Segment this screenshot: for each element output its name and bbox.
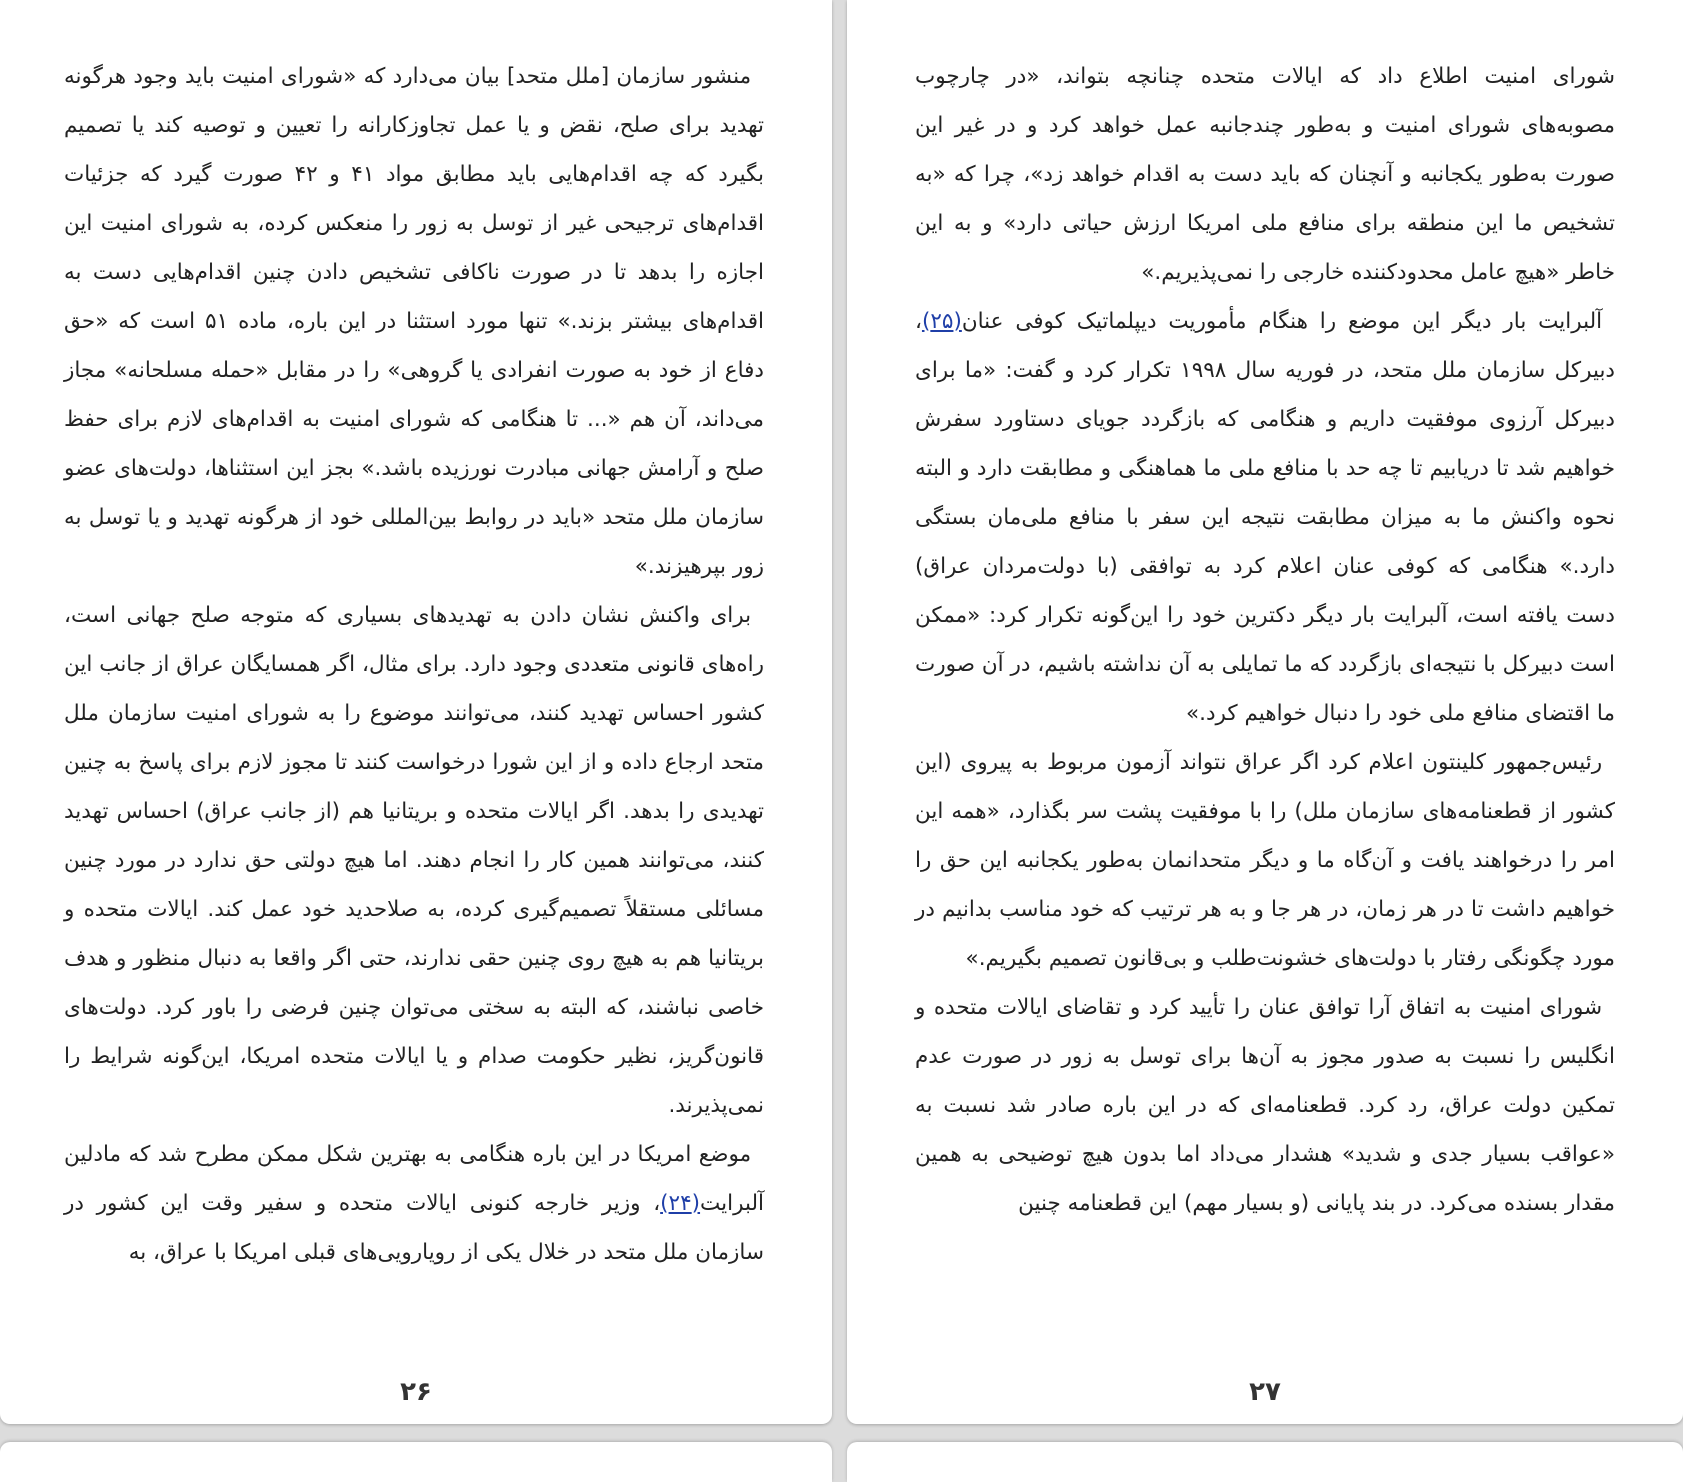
paragraph: شورای امنیت اطلاع داد که ایالات متحده چنانچه بتواند، «در چارچوب مصوبه‌های شورای امنیت و به‌طور چندجانبه عمل خواهد کرد و در غیر این صورت به‌طور یکجانبه و آنچنان که باید دست به اقدام خواهد زد»، چرا که «به تشخیص ما این منطقه برای منافع ملی امریکا ارزش حیاتی دارد» و به این خاطر «هیچ عامل محدودکننده خارجی را نمی‌پذیریم.»: [915, 64, 1615, 285]
right-page-body: [915, 52, 1615, 1228]
paragraph: آلبرایت بار دیگر این موضع را هنگام مأموریت دیپلماتیک کوفی عنان(۲۵)، دبیرکل سازمان ملل متحد، در فوریه سال ۱۹۹۸ تکرار کرد و گفت: «ما برای دبیرکل آرزوی موفقیت داریم و هنگامی که بازگردد جویای دستاورد سفرش خواهیم شد تا دریابیم تا چه حد با منافع ملی ما هماهنگی و مطابقت دارد و البته نحوه واکنش ما به میزان مطابقت نتیجه این سفر با منافع ملی‌مان بستگی دارد.» هنگامی که کوفی عنان اعلام کرد به توافقی (با دولت‌مردان عراق) دست یافته است، آلبرایت بار دیگر دکترین خود را این‌گونه تکرار کرد: «ممکن است دبیرکل با نتیجه‌ای بازگردد که ما تمایلی به آن نداشته باشیم، در آن صورت ما اقتضای منافع ملی خود را دنبال خواهیم کرد.»: [915, 309, 1615, 726]
paragraph: شورای امنیت به اتفاق آرا توافق عنان را تأیید کرد و تقاضای ایالات متحده و انگلیس را نسبت به صدور مجوز به آن‌ها برای توسل به زور در صورت عدم تمکین دولت عراق، رد کرد. قطعنامه‌ای که در این باره صادر شد نسبت به «عواقب بسیار جدی و شدید» هشدار می‌داد اما بدون هیچ توضیحی به همین مقدار بسنده می‌کرد. در بند پایانی (و بسیار مهم) این قطعنامه چنین: [915, 995, 1615, 1216]
left-page-body: [64, 52, 764, 1277]
footnote-link-25[interactable]: (۲۵): [921, 309, 962, 334]
right-page: [847, 0, 1683, 1424]
next-page-left-edge: [0, 1442, 832, 1482]
next-page-right-edge: [847, 1442, 1683, 1482]
paragraph: موضع امریکا در این باره هنگامی به بهترین شکل ممکن مطرح شد که مادلین آلبرایت(۲۴)، وزیر خارجه کنونی ایالات متحده و سفیر وقت این کشور در سازمان ملل متحد در خلال یکی از رویارویی‌های قبلی امریکا با عراق، به: [64, 1142, 764, 1265]
page-number: ۲۶: [400, 1377, 432, 1407]
left-page: [0, 0, 832, 1424]
paragraph: برای واکنش نشان دادن به تهدیدهای بسیاری که متوجه صلح جهانی است، راه‌های قانونی متعددی وجود دارد. برای مثال، اگر همسایگان عراق از جانب این کشور احساس تهدید کنند، می‌توانند موضوع را به شورای امنیت سازمان ملل متحد ارجاع داده و از این شورا درخواست کنند تا مجوز لازم برای پاسخ به چنین تهدیدی را بدهد. اگر ایالات متحده و بریتانیا هم (از جانب عراق) احساس تهدید کنند، می‌توانند همین کار را انجام دهند. اما هیچ دولتی حق ندارد در مورد چنین مسائلی مستقلاً تصمیم‌گیری کرده، به صلاحدید خود عمل کند. ایالات متحده و بریتانیا هم به هیچ روی چنین حقی ندارند، حتی اگر واقعا به دنبال منظور و هدف خاصی نباشند، که البته به سختی می‌توان چنین فرضی را باور کرد. دولت‌های قانون‌گریز، نظیر حکومت صدام و یا ایالات متحده امریکا، این‌گونه شرایط را نمی‌پذیرند.: [64, 603, 764, 1118]
page-number: ۲۷: [1249, 1377, 1281, 1407]
paragraph: منشور سازمان [ملل متحد] بیان می‌دارد که «شورای امنیت باید وجود هرگونه تهدید برای صلح، نقض و یا عمل تجاوزکارانه را تعیین و توصیه کند یا تصمیم بگیرد که چه اقدام‌هایی باید مطابق مواد ۴۱ و ۴۲ صورت گیرد که جزئیات اقدام‌های ترجیحی غیر از توسل به زور را منعکس کرده، به شورای امنیت این اجازه را بدهد تا در صورت ناکافی تشخیص دادن چنین اقدام‌هایی دست به اقدام‌های بیشتر بزند.» تنها مورد استثنا در این باره، ماده ۵۱ است که «حق دفاع از خود به صورت انفرادی یا گروهی» را در مقابل «حمله مسلحانه» مجاز می‌داند، آن هم «... تا هنگامی که شورای امنیت به اقدام‌های لازم برای حفظ صلح و آرامش جهانی مبادرت نورزیده باشد.» بجز این استثناها، دولت‌های عضو سازمان ملل متحد «باید در روابط بین‌المللی خود از هرگونه تهدید و یا توسل به زور بپرهیزند.»: [64, 64, 764, 579]
paragraph: رئیس‌جمهور کلینتون اعلام کرد اگر عراق نتواند آزمون مربوط به پیروی (این کشور از قطعنامه‌های سازمان ملل) را با موفقیت پشت سر بگذارد، «همه این امر را درخواهند یافت و آن‌گاه ما و دیگر متحدانمان به‌طور یکجانبه این حق را خواهیم داشت تا در هر زمان، در هر جا و به هر ترتیب که خود مناسب بدانیم در مورد چگونگی رفتار با دولت‌های خشونت‌طلب و بی‌قانون تصمیم بگیریم.»: [915, 750, 1615, 971]
footnote-link-24[interactable]: (۲۴): [660, 1191, 701, 1216]
